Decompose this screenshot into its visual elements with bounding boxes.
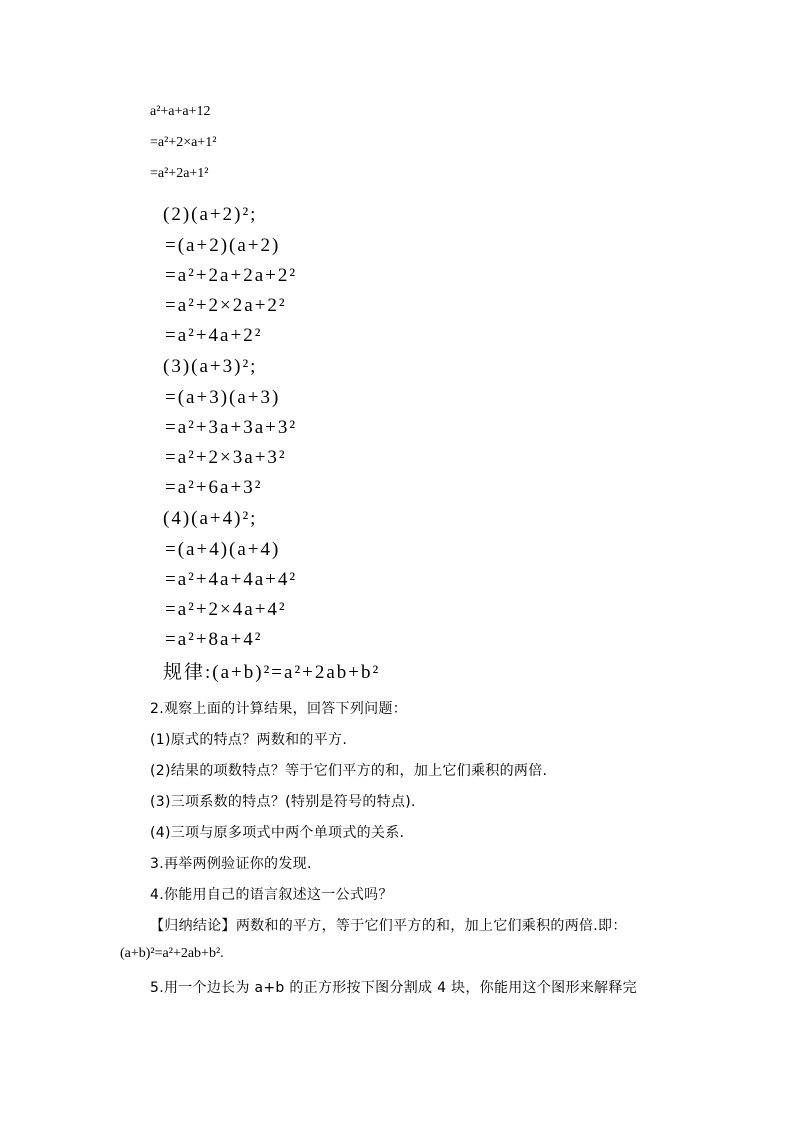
question-2-4: (4)三项与原多项式中两个单项式的关系. <box>150 825 405 841</box>
rule-formula: :(a+b)²=a²+2ab+b² <box>205 662 381 683</box>
case-4-line-2: =a²+4a+4a+4² <box>165 569 298 590</box>
derivation-1-line-2: =a²+2×a+1² <box>150 135 217 150</box>
case-2-header: (2)(a+2)²; <box>163 204 258 225</box>
rule-line <box>163 657 380 684</box>
case-4-line-4: =a²+8a+4² <box>165 629 263 650</box>
derivation-1-line-1: a²+a+a+12 <box>150 104 211 119</box>
conclusion-text: 两数和的平方，等于它们平方的和，加上它们乘积的两倍.即： <box>235 918 627 934</box>
case-3-header: (3)(a+3)²; <box>163 356 258 377</box>
case-4-line-1: =(a+4)(a+4) <box>165 539 281 560</box>
conclusion-line <box>150 915 627 935</box>
derivation-1-line-3: =a²+2a+1² <box>150 166 209 181</box>
question-2-2: (2)结果的项数特点？等于它们平方的和，加上它们乘积的两倍. <box>150 763 548 779</box>
case-2-line-3: =a²+2×2a+2² <box>165 295 287 316</box>
case-4-line-3: =a²+2×4a+4² <box>165 599 287 620</box>
rule-label: 规律 <box>163 661 206 683</box>
question-2: 2.观察上面的计算结果，回答下列问题： <box>150 701 408 717</box>
question-3: 3.再举两例验证你的发现. <box>150 856 312 872</box>
question-4: 4.你能用自己的语言叙述这一公式吗？ <box>150 887 393 903</box>
question-2-1: (1)原式的特点？两数和的平方. <box>150 732 348 748</box>
case-2-line-4: =a²+4a+2² <box>165 325 263 346</box>
case-2-line-2: =a²+2a+2a+2² <box>165 265 298 286</box>
case-3-line-2: =a²+3a+3a+3² <box>165 417 298 438</box>
case-3-line-3: =a²+2×3a+3² <box>165 447 287 468</box>
question-2-3: (3)三项系数的特点？(特别是符号的特点). <box>150 794 416 810</box>
case-3-line-4: =a²+6a+3² <box>165 477 263 498</box>
question-5: 5.用一个边长为 a+b 的正方形按下图分割成 4 块，你能用这个图形来解释完 <box>150 980 637 996</box>
case-3-line-1: =(a+3)(a+3) <box>165 387 281 408</box>
case-4-header: (4)(a+4)²; <box>163 508 258 529</box>
conclusion-formula: (a+b)²=a²+2ab+b². <box>120 946 224 961</box>
conclusion-label: 【归纳结论】 <box>150 918 236 934</box>
case-2-line-1: =(a+2)(a+2) <box>165 235 281 256</box>
